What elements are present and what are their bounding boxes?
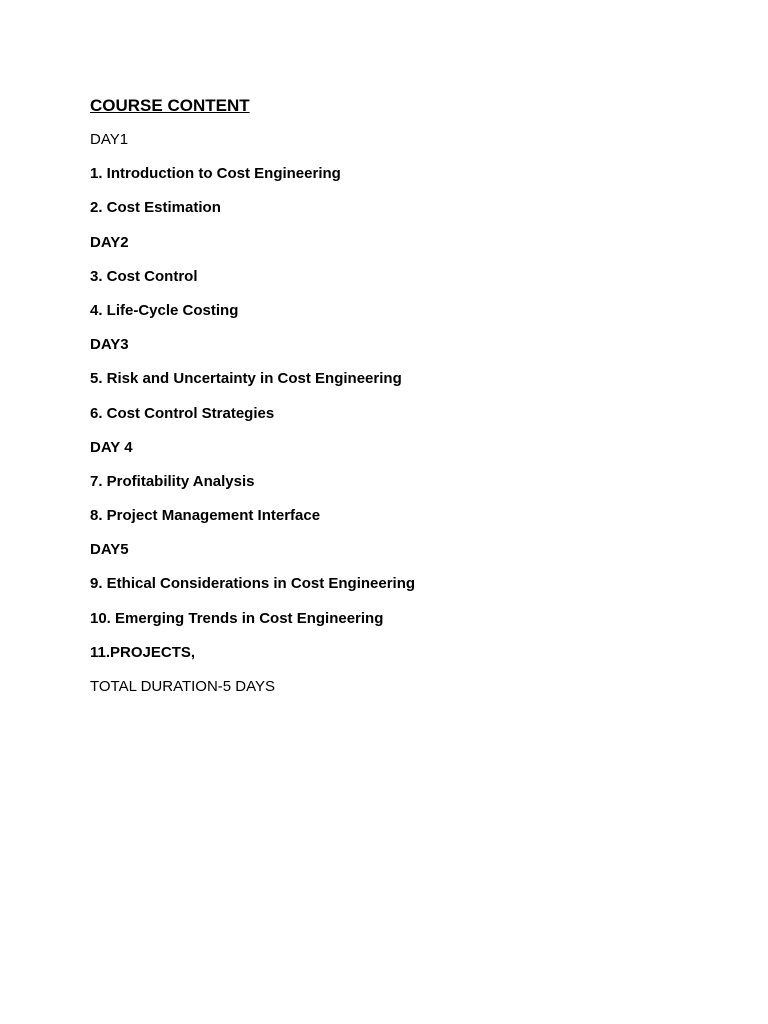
course-topic: 9. Ethical Considerations in Cost Engineering <box>90 575 416 593</box>
document-content <box>90 94 690 709</box>
course-topic: 3. Cost Control <box>90 267 198 285</box>
day-heading: DAY 4 <box>90 438 133 456</box>
document-title: COURSE CONTENT <box>90 96 250 115</box>
course-topic: 10. Emerging Trends in Cost Engineering <box>90 609 384 627</box>
course-topic: 4. Life-Cycle Costing <box>90 301 239 319</box>
course-topic: 5. Risk and Uncertainty in Cost Engineering <box>90 370 402 388</box>
course-topic: 6. Cost Control Strategies <box>90 404 275 422</box>
course-topic: 7. Profitability Analysis <box>90 472 255 490</box>
course-topic: 8. Project Management Interface <box>90 507 321 525</box>
total-duration: TOTAL DURATION-5 DAYS <box>90 678 276 695</box>
day-heading: DAY3 <box>90 336 129 354</box>
course-topic: 1. Introduction to Cost Engineering <box>90 165 341 183</box>
day-heading: DAY1 <box>90 131 129 148</box>
course-topic: 2. Cost Estimation <box>90 199 221 217</box>
day-heading: DAY2 <box>90 233 129 251</box>
course-topic: 11.PROJECTS, <box>90 643 196 661</box>
day-heading: DAY5 <box>90 541 129 559</box>
